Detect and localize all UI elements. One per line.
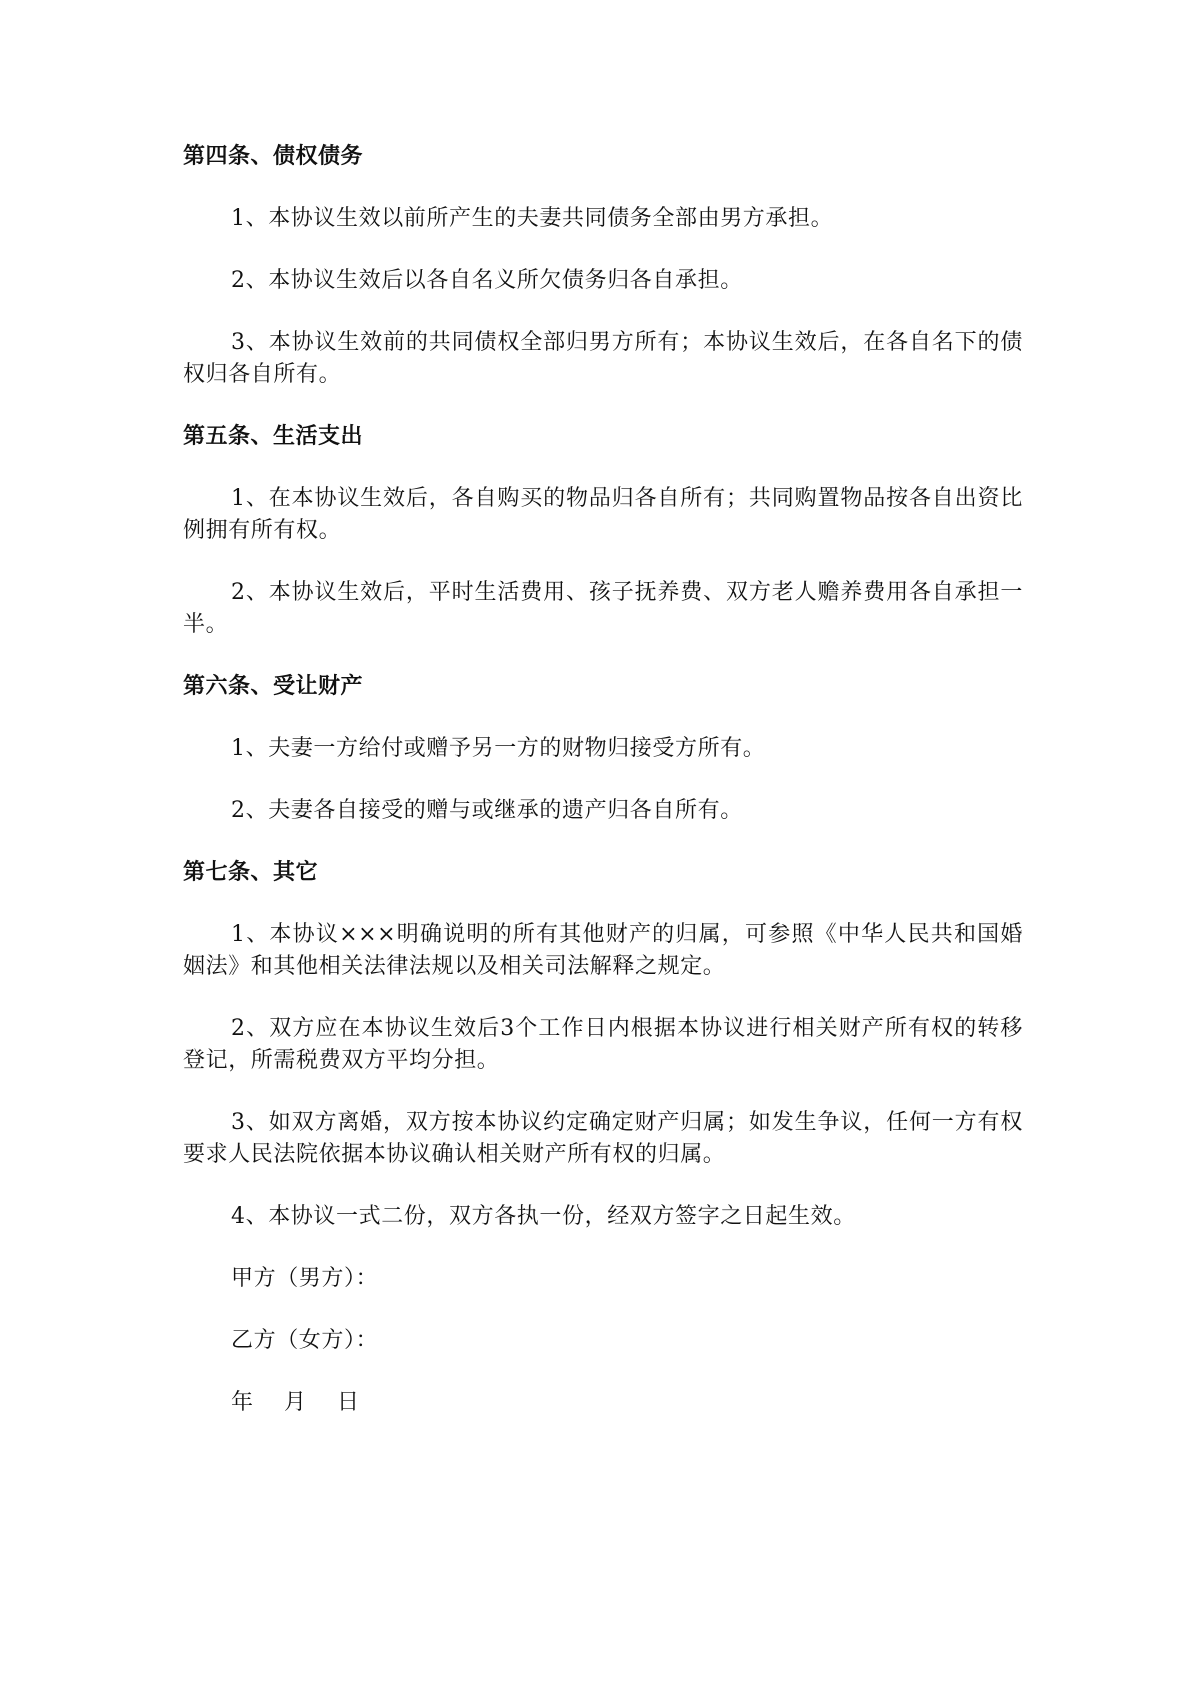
paragraph: 1、本协议×××明确说明的所有其他财产的归属，可参照《中华人民共和国婚姻法》和其他相关法律法规以及相关司法解释之规定。 <box>183 922 1023 979</box>
paragraph: 2、双方应在本协议生效后3个工作日内根据本协议进行相关财产所有权的转移登记，所需税费双方平均分担。 <box>183 1016 1023 1073</box>
section-heading-4: 第四条、债权债务 <box>183 144 364 169</box>
paragraph: 1、本协议生效以前所产生的夫妻共同债务全部由男方承担。 <box>231 206 834 231</box>
paragraph: 1、在本协议生效后，各自购买的物品归各自所有；共同购置物品按各自出资比例拥有所有权。 <box>183 486 1023 543</box>
signature-party-b: 乙方（女方）： <box>231 1328 379 1353</box>
paragraph: 1、夫妻一方给付或赠予另一方的财物归接受方所有。 <box>231 736 766 761</box>
section-heading-7: 第七条、其它 <box>183 860 319 885</box>
signature-party-a: 甲方（男方）： <box>231 1266 379 1291</box>
section-heading-6: 第六条、受让财产 <box>183 674 364 699</box>
section-heading-5: 第五条、生活支出 <box>183 424 364 449</box>
paragraph: 4、本协议一式二份，双方各执一份，经双方签字之日起生效。 <box>231 1204 856 1229</box>
document-body <box>183 141 1023 1449</box>
paragraph: 2、夫妻各自接受的赠与或继承的遗产归各自所有。 <box>231 798 743 823</box>
signature-date: 年 月 日 <box>231 1390 360 1415</box>
paragraph: 2、本协议生效后，平时生活费用、孩子抚养费、双方老人赡养费用各自承担一半。 <box>183 580 1023 637</box>
paragraph: 3、如双方离婚，双方按本协议约定确定财产归属；如发生争议，任何一方有权要求人民法院依据本协议确认相关财产所有权的归属。 <box>183 1110 1023 1167</box>
paragraph: 3、本协议生效前的共同债权全部归男方所有；本协议生效后，在各自名下的债权归各自所有。 <box>183 330 1023 387</box>
paragraph: 2、本协议生效后以各自名义所欠债务归各自承担。 <box>231 268 743 293</box>
